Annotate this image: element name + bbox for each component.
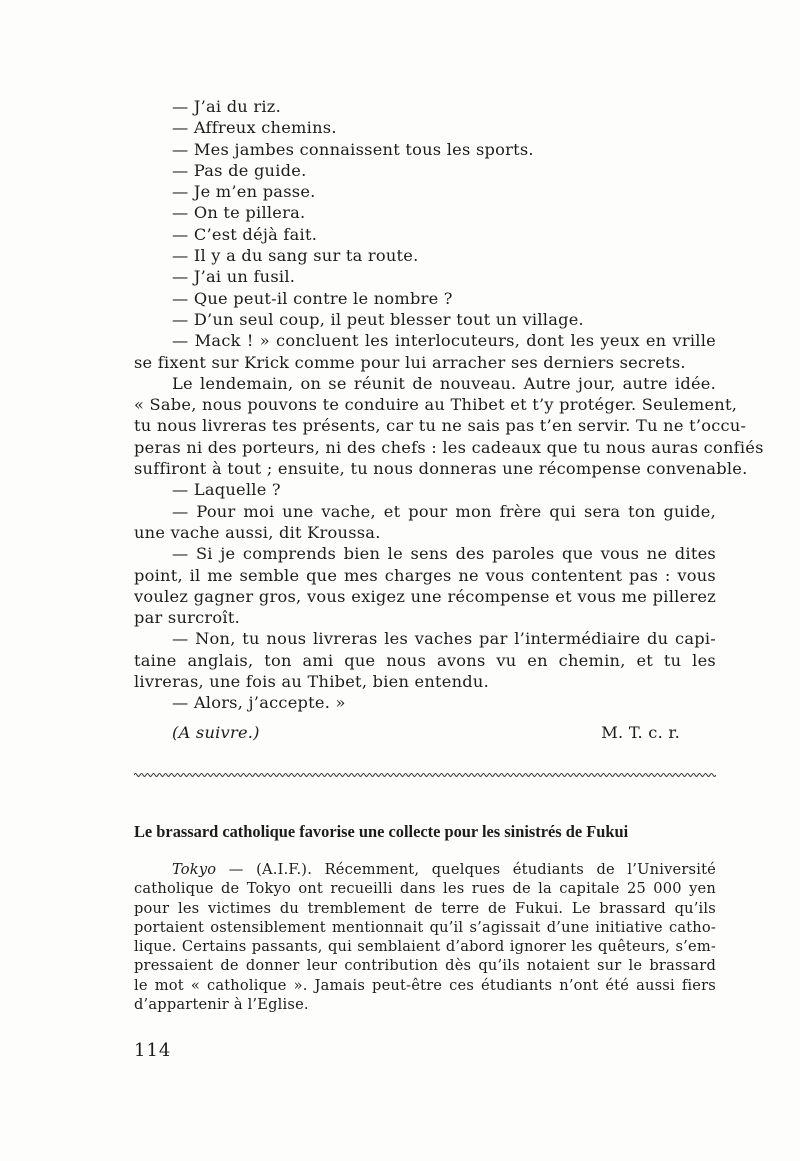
dialogue-line: — Affreux chemins. xyxy=(172,118,337,138)
paragraph-line: taine anglais, ton ami que nous avons vu en chemin, et tu les xyxy=(134,650,716,670)
paragraph-line: tu nous livreras tes présents, car tu ne sais pas t’en servir. Tu ne t’occu- xyxy=(134,416,747,436)
dialogue-line: — Que peut-il contre le nombre ? xyxy=(172,288,453,308)
dialogue-line: — J’ai du riz. xyxy=(172,97,281,116)
article-line: d’appartenir à l’Eglise. xyxy=(134,996,309,1014)
article-line: lique. Certains passants, qui semblaient d’abord ignorer les quêteurs, s’em- xyxy=(134,938,716,956)
article-line: pressaient de donner leur contribution dès qu’ils notaient sur le brassard xyxy=(134,957,716,975)
wavy-divider xyxy=(134,770,716,780)
paragraph-line: par surcroît. xyxy=(134,608,240,628)
dialogue-line: — Il y a du sang sur ta route. xyxy=(172,246,419,266)
paragraph-line: livreras, une fois au Thibet, bien entendu. xyxy=(134,672,489,692)
dialogue-line: — Je m’en passe. xyxy=(172,182,316,202)
article-line: pour les victimes du tremblement de terre de Fukui. Le brassard qu’ils xyxy=(134,899,716,917)
dialogue-line: — Pas de guide. xyxy=(172,160,307,180)
paragraph-line: — Non, tu nous livreras les vaches par l’intermédiaire du capi- xyxy=(172,629,716,649)
dialogue-line: — On te pillera. xyxy=(172,203,306,223)
to-be-continued: (A suivre.) xyxy=(172,722,260,742)
paragraph-line: une vache aussi, dit Kroussa. xyxy=(134,522,381,542)
story-text xyxy=(134,96,764,746)
article-body xyxy=(134,860,716,1014)
paragraph-line: — Si je comprends bien le sens des paroles que vous ne dites xyxy=(172,544,716,564)
paragraph-line: se fixent sur Krick comme pour lui arracher ses derniers secrets. xyxy=(134,352,686,372)
paragraph-line: voulez gagner gros, vous exigez une récompense et vous me pillerez xyxy=(134,586,716,606)
dialogue-line: — J’ai un fusil. xyxy=(172,267,296,287)
dialogue-line: — D’un seul coup, il peut blesser tout un village. xyxy=(172,309,584,329)
dateline-text: — (A.I.F.). Récemment, quelques étudiants de l’Université xyxy=(216,861,716,878)
article-line: catholique de Tokyo ont recueilli dans les rues de la capitale 25 000 yen xyxy=(134,880,716,898)
article-line: portaient ostensiblement mentionnait qu’il s’agissait d’une initiative catho- xyxy=(134,918,716,936)
paragraph-line: peras ni des porteurs, ni des chefs : les cadeaux que tu nous auras confiés xyxy=(134,437,764,457)
dateline-place: Tokyo xyxy=(172,861,217,878)
article-title: Le brassard catholique favorise une collecte pour les sinistrés de Fukui xyxy=(134,822,629,841)
paragraph-line: suffiront à tout ; ensuite, tu nous donneras une récompense convenable. xyxy=(134,459,748,479)
paragraph-line: point, il me semble que mes charges ne vous contentent pas : vous xyxy=(134,565,716,585)
dialogue-line: — Mes jambes connaissent tous les sports. xyxy=(172,139,534,159)
dialogue-line: — C’est déjà fait. xyxy=(172,224,318,244)
paragraph-line: « Sabe, nous pouvons te conduire au Thibet et t’y protéger. Seulement, xyxy=(134,395,738,415)
dialogue-line: — Laquelle ? xyxy=(172,480,281,500)
article-line xyxy=(134,860,716,879)
author-signature: M. T. c. r. xyxy=(601,722,680,742)
paragraph-line: — Mack ! » concluent les interlocuteurs, dont les yeux en vrille xyxy=(172,331,716,351)
paragraph-line: Le lendemain, on se réunit de nouveau. Autre jour, autre idée. xyxy=(172,373,716,393)
article-line: le mot « catholique ». Jamais peut-être ces étudiants n’ont été aussi fiers xyxy=(134,976,716,994)
dialogue-line: — Alors, j’accepte. » xyxy=(172,693,346,713)
closing-row xyxy=(134,718,716,746)
page-number: 114 xyxy=(134,1040,172,1061)
paragraph-line: — Pour moi une vache, et pour mon frère qui sera ton guide, xyxy=(172,501,716,521)
